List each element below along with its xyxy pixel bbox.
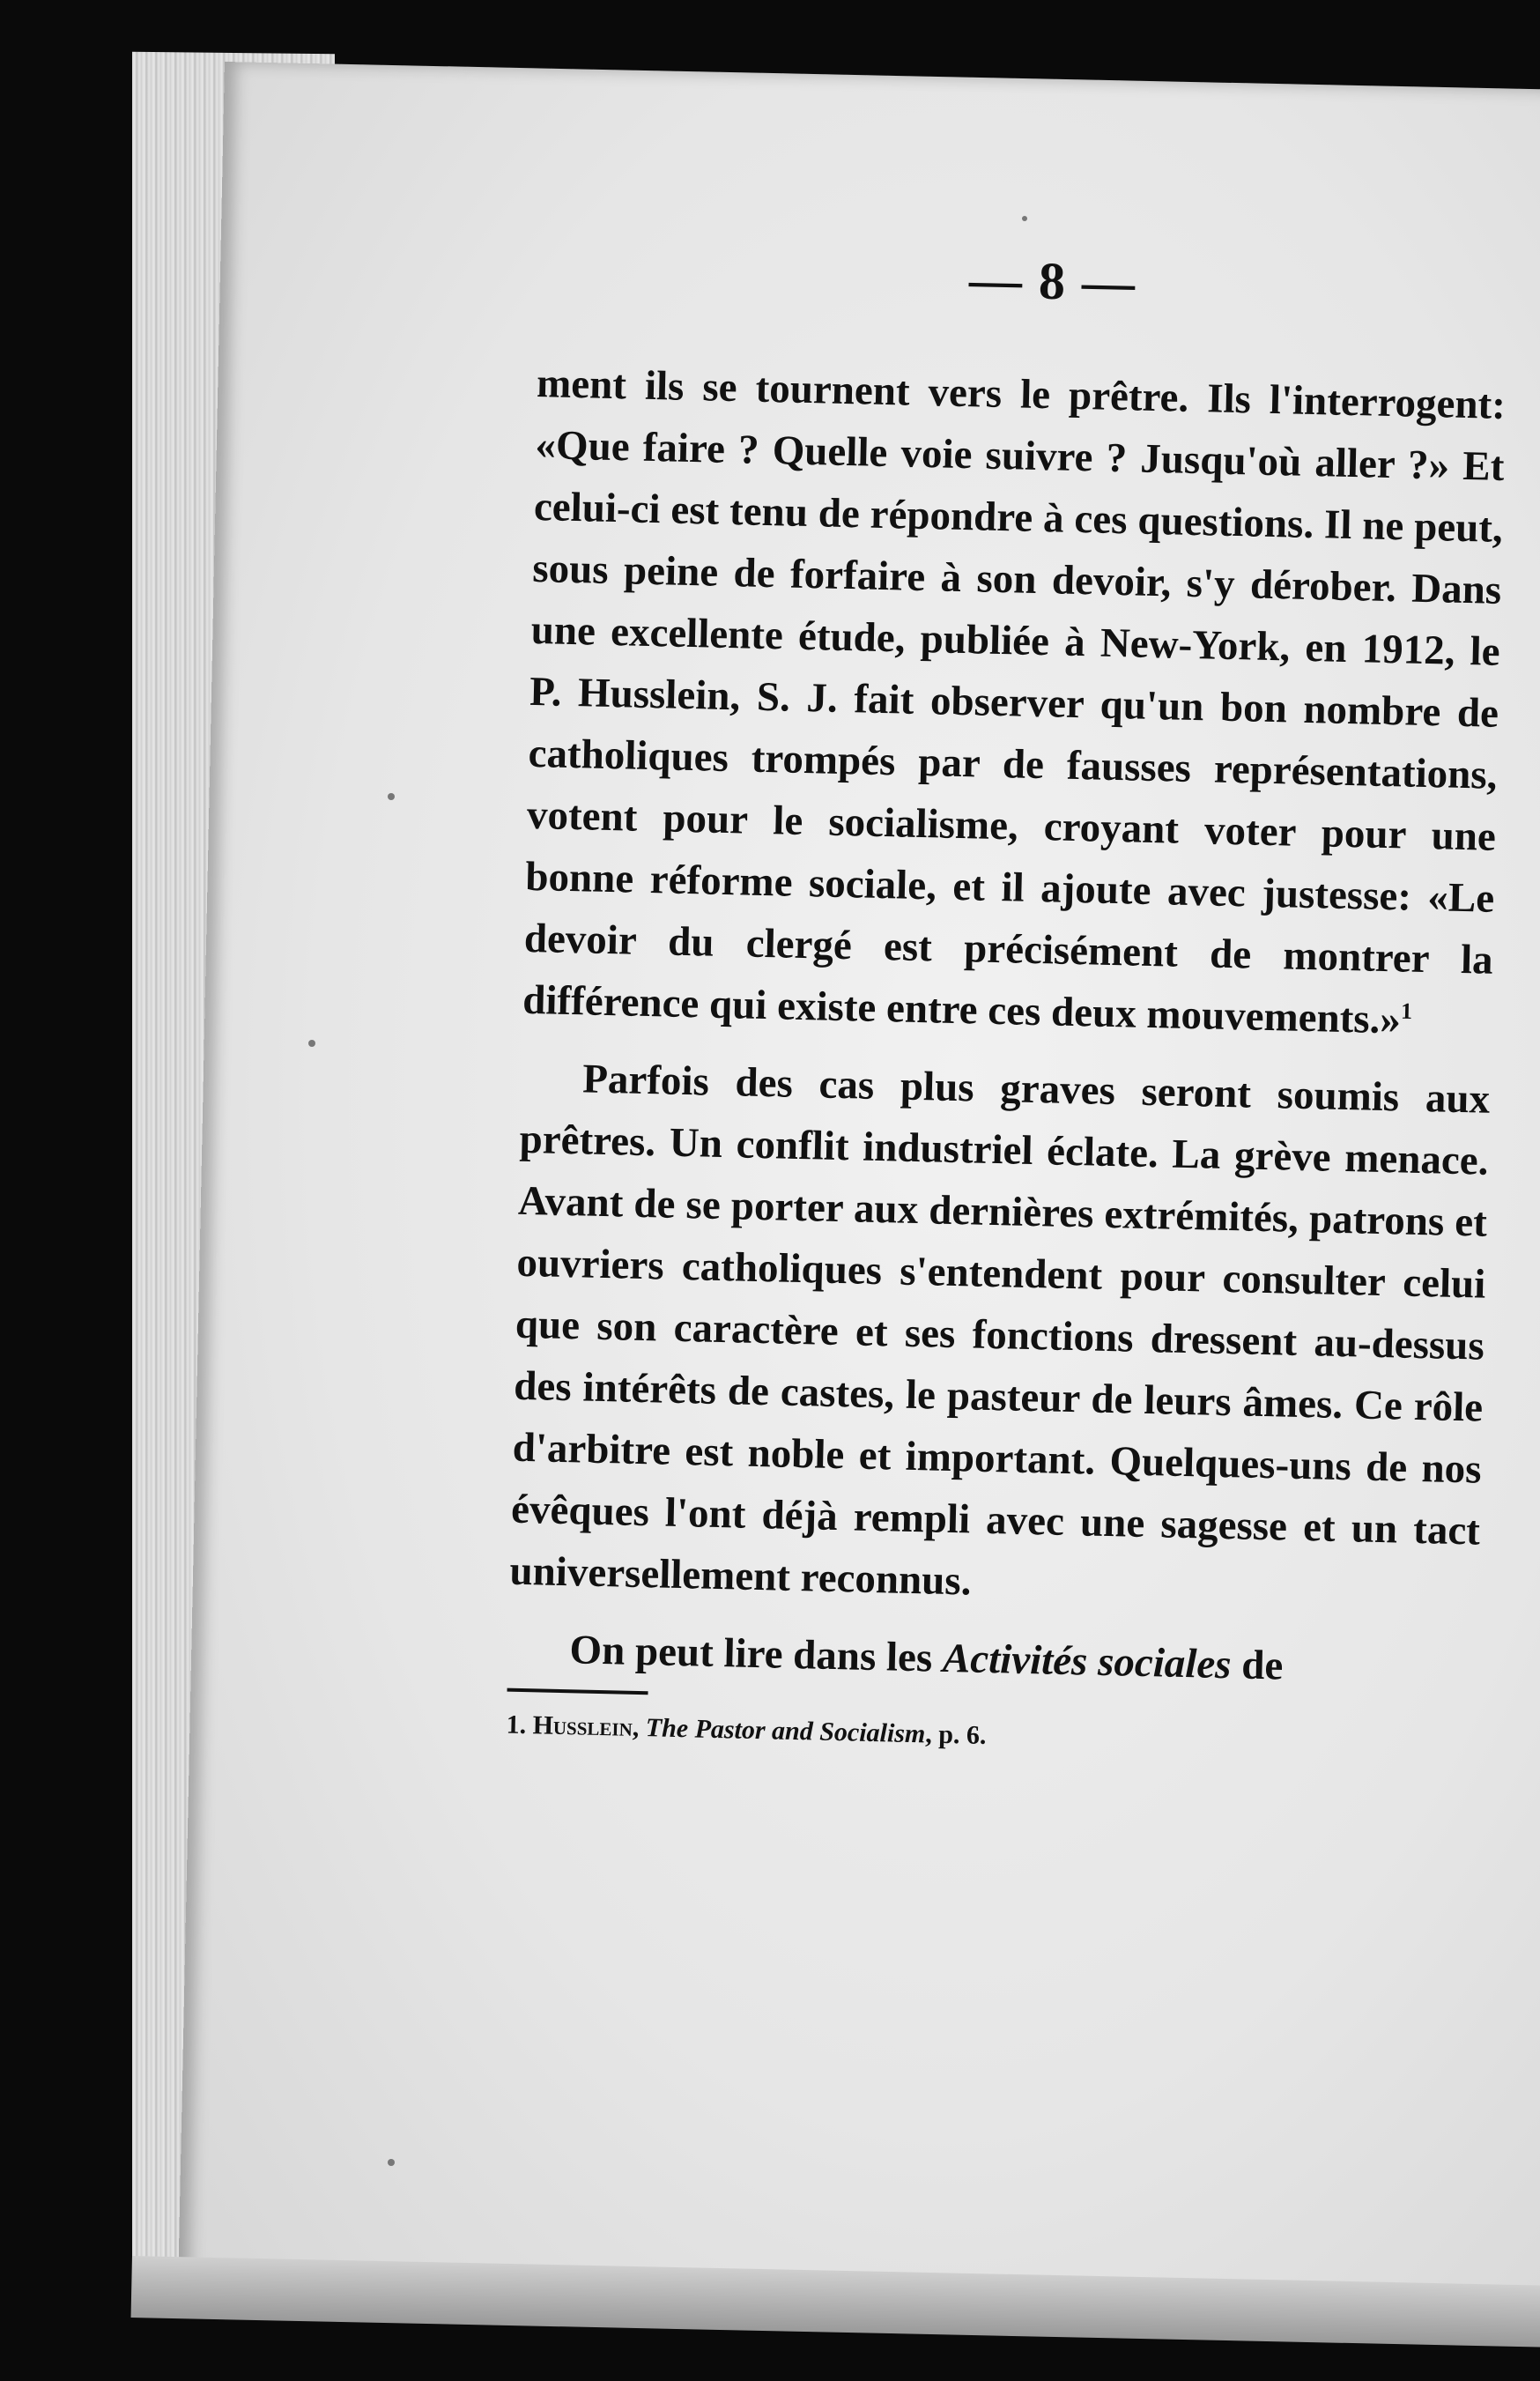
footnote-number: 1. [506,1710,527,1740]
footnote-rule [507,1688,648,1695]
paragraph-3-after: de [1230,1642,1284,1689]
paragraph-1-text: ment ils se tournent vers le prêtre. Ils l'interrogent: «Que faire ? Quelle voie suivre ? Jusqu'où aller ?» Et celui-ci est tenu de répondre à ces questions. Il ne peut, sous peine de forfaire à son devoir, s'y dérober. Dans une excellente étude, publiée à New-York, en 1912, le P. Husslein, S. J. fait observer qu'un bon nombre de catholiques trompés par de fausses représentations, votent pour le socialisme, croyant voter pour une bonne réforme sociale, et il ajoute avec justesse: «Le devoir du clergé est précisément de montrer la différence qui existe entre ces deux mouvements.» [522,360,1507,1043]
footnote: 1. Husslein, The Pastor and Socialism, p. 6. [506,1710,987,1750]
paragraph-3-italic-title: Activités sociales [942,1635,1233,1688]
scan-speck [1022,216,1027,221]
scan-speck [308,1040,315,1047]
footnote-author: Husslein [532,1710,633,1742]
body-text [506,352,1507,1765]
scan-speck [388,2159,395,2166]
paragraph-3-before: On peut lire dans les [569,1627,944,1681]
scan-speck [388,793,395,800]
paragraph-2: Parfois des cas plus graves seront soumis aux prêtres. Un conflit industriel éclate. La grève menace. Avant de se porter aux dernières extrémités, patrons et ouvriers catholiques s'entendent pour consulter celui que son caractère et ses fonctions dressent au-dessus des intérêts de castes, le pasteur de leurs âmes. Ce rôle d'arbitre est noble et important. Quelques-uns de nos évêques l'ont déjà rempli avec une sagesse et un tact universellement reconnus. [509,1056,1491,1605]
paragraph-3 [507,1618,1477,1702]
footnote-ref: 1 [1400,998,1413,1025]
footnote-title: The Pastor and Socialism [645,1713,926,1749]
footnote-page: p. 6. [937,1719,987,1750]
page-number: — 8 — [968,250,1137,312]
paragraph-1 [522,352,1507,1053]
